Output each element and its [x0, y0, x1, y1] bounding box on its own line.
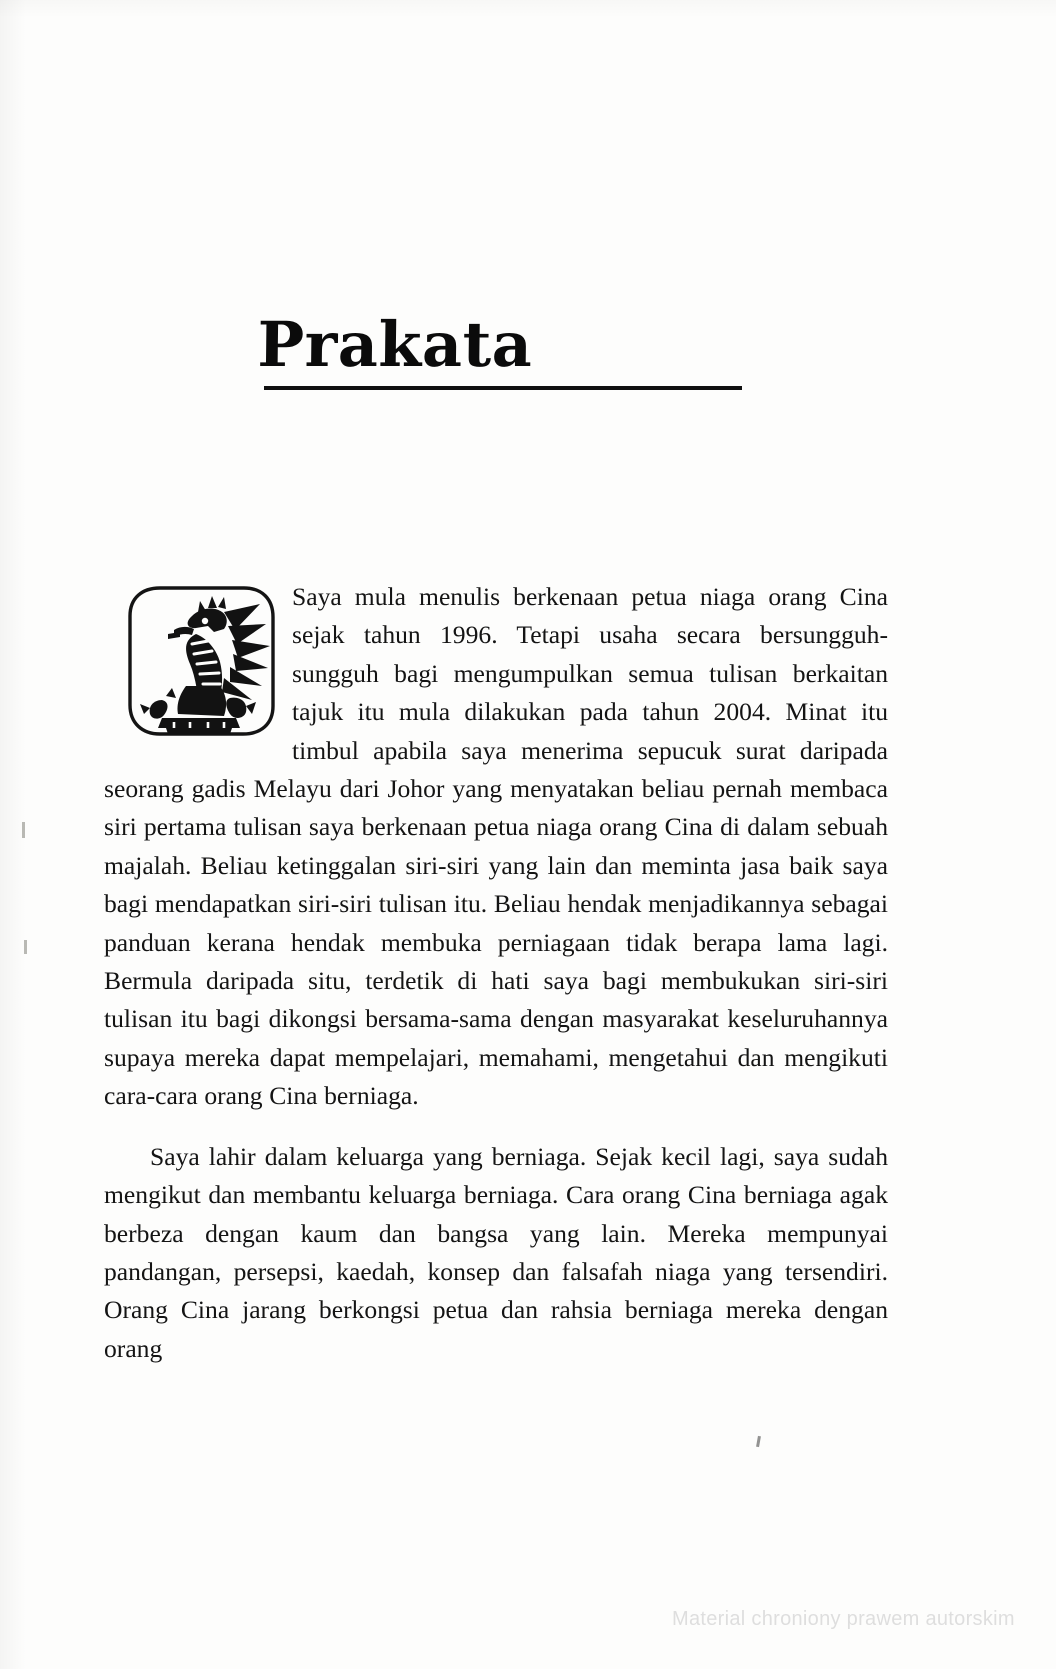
paragraph-second-text: Saya lahir dalam keluarga yang berniaga. Sejak kecil lagi, saya sudah mengikut dan membantu keluarga berniaga. Cara orang Cina berniaga agak berbeza dengan kaum dan bangsa yang lain. Mereka mempunyai pandangan, persepsi, kaedah, konsep dan falsafah niaga yang tersendiri. Orang Cina jarang berkongsi petua dan rahsia berniaga mereka dengan orang	[104, 1141, 888, 1363]
scan-stray-mark	[756, 1436, 761, 1447]
scan-edge-shadow-top	[0, 0, 1056, 18]
scan-speck	[24, 940, 27, 954]
body-text-block	[104, 578, 888, 1368]
page-title: Prakata	[257, 307, 533, 381]
paragraph-second	[104, 1138, 888, 1368]
paragraph-first	[104, 578, 888, 1116]
paragraph-spacer	[104, 1116, 888, 1138]
title-divider-rule	[264, 386, 742, 390]
paragraph-first-text: Saya mula menulis berkenaan petua niaga orang Cina sejak tahun 1996. Tetapi usaha secara bersungguh-sungguh bagi mengumpulkan semua tulisan berkaitan tajuk itu mula dilakukan pada tahun 2004. Minat itu timbul apabila saya menerima sepucuk surat daripada seorang gadis Melayu dari Johor yang menyatakan beliau pernah membaca siri pertama tulisan saya berkenaan petua niaga orang Cina di dalam sebuah majalah. Beliau ketinggalan siri-siri yang lain dan meminta jasa baik saya bagi mendapatkan siri-siri tulisan itu. Beliau hendak menjadikannya sebagai panduan kerana hendak membuka perniagaan tidak berapa lama lagi. Bermula daripada situ, terdetik di hati saya bagi membukukan siri-siri tulisan itu bagi dikongsi bersama-sama dengan masyarakat keseluruhannya supaya mereka dapat mempelajari, memahami, mengetahui dan mengikuti cara-cara orang Cina berniaga.	[104, 582, 888, 1111]
copyright-watermark: Material chroniony prawem autorskim	[672, 1608, 1015, 1630]
dragon-seahorse-emblem-icon	[104, 582, 276, 750]
scan-speck	[22, 822, 25, 838]
scan-edge-shadow-left	[0, 0, 26, 1669]
